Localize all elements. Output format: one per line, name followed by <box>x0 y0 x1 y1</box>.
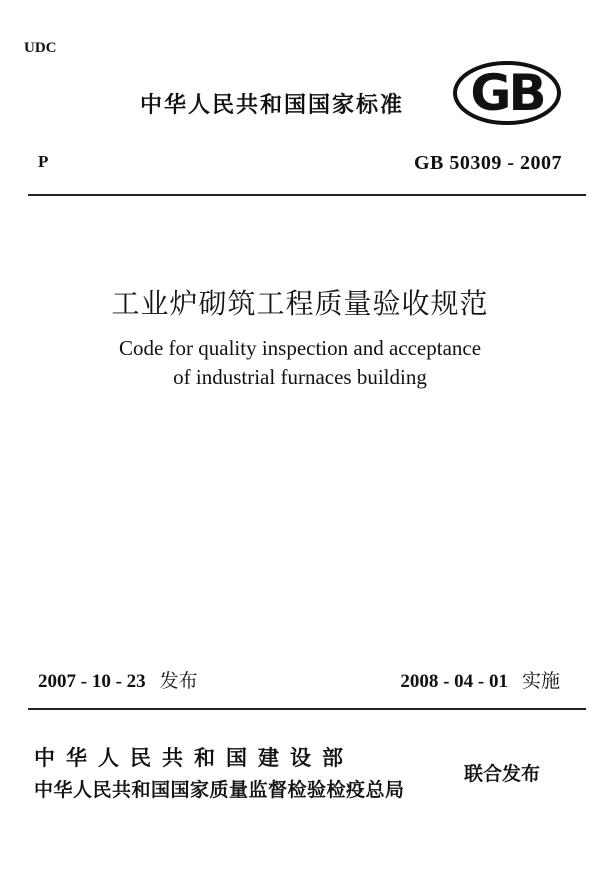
document-title-en-line1: Code for quality inspection and acceptance <box>118 336 482 360</box>
document-title-en-line2: of industrial furnaces building <box>173 365 427 389</box>
implementation-label: 实施 <box>521 670 560 692</box>
issue-date-block <box>38 666 198 693</box>
joint-issue-label: 联合发布 <box>464 763 541 785</box>
implementation-date: 2008 - 04 - 01 <box>400 671 508 692</box>
implementation-date-block <box>400 666 560 693</box>
svg-text:GB: GB <box>470 64 544 122</box>
issuer-ministry: 中华人民共和国建设部 <box>34 746 354 770</box>
footer-divider <box>28 708 586 710</box>
issuer-aqsiq: 中华人民共和国国家质量监督检验检疫总局 <box>34 779 405 801</box>
national-standard-title: 中华人民共和国国家标准 <box>140 93 405 118</box>
classification-code: P <box>38 152 49 171</box>
gb-logo-icon <box>452 60 562 126</box>
document-title-zh: 工业炉砌筑工程质量验收规范 <box>111 287 489 320</box>
standard-number: GB 50309 - 2007 <box>413 152 562 174</box>
udc-label: UDC <box>24 40 57 56</box>
header-divider <box>28 194 586 196</box>
issue-date: 2007 - 10 - 23 <box>38 671 146 692</box>
issue-label: 发布 <box>159 670 198 692</box>
